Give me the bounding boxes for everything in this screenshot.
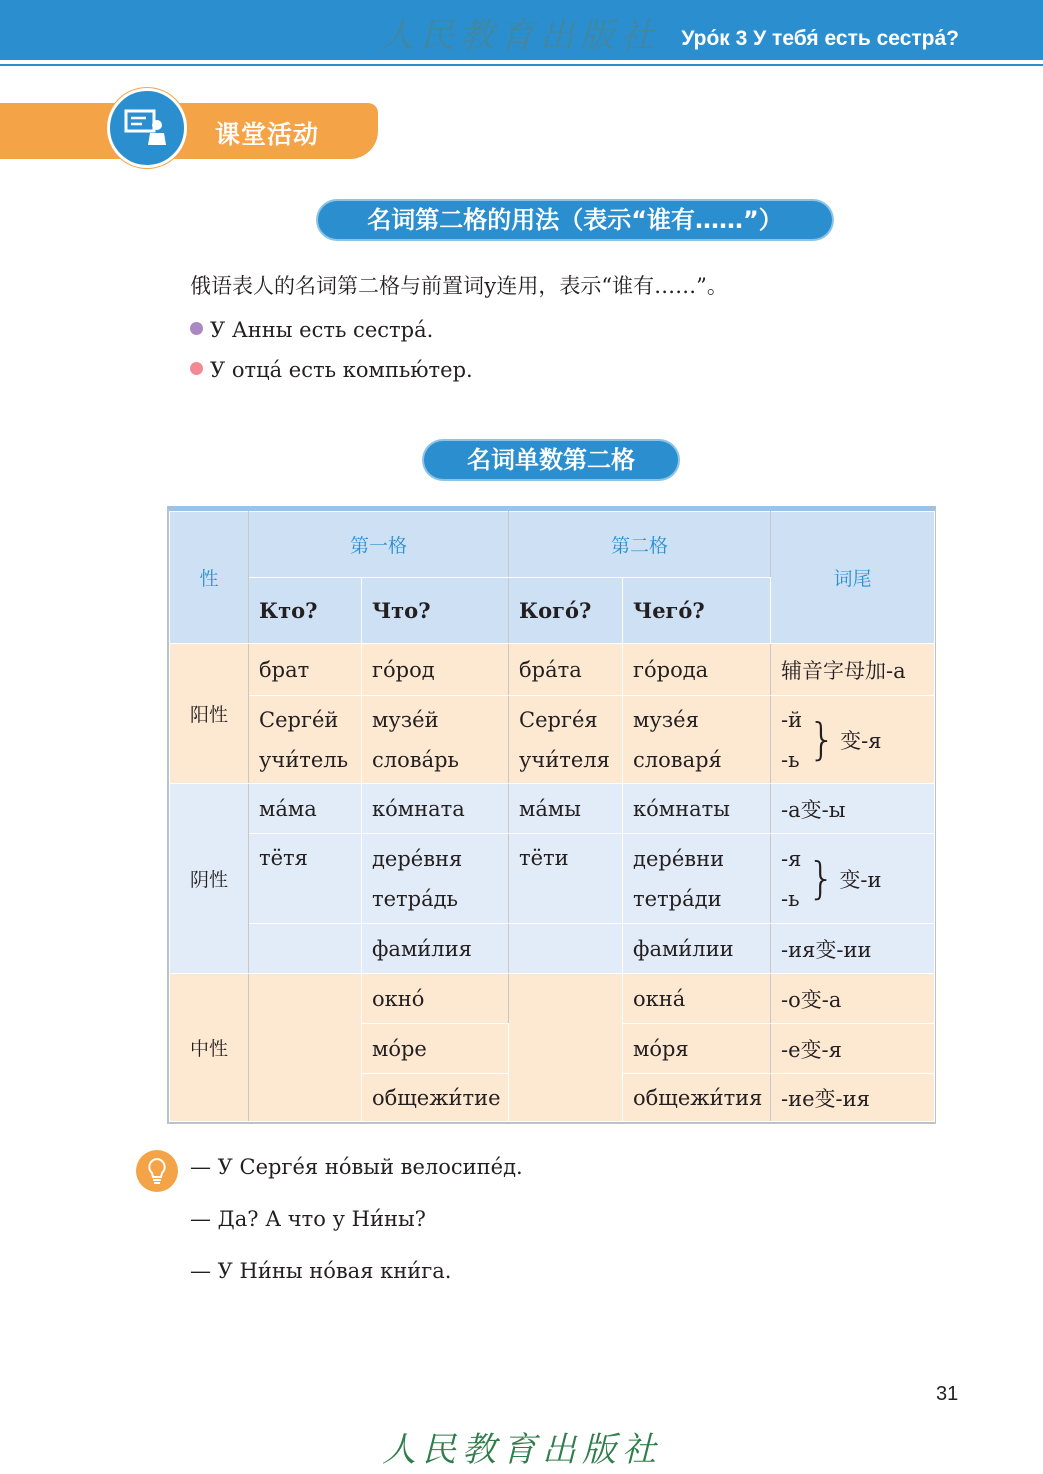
table-row [170, 696, 935, 784]
cell-chego: окна́ [623, 974, 771, 1024]
cell-kogo: Серге́я учи́теля [509, 696, 623, 784]
page-number: 31 [936, 1383, 959, 1405]
cell-chego: дере́вни тетра́ди [623, 834, 771, 924]
cell-ending: 辅音字母加-а [771, 644, 935, 696]
cell-kogo [509, 974, 623, 1122]
header-genitive: 第二格 [509, 512, 771, 578]
table-row [170, 834, 935, 924]
cell-kogo: бра́та [509, 644, 623, 696]
gender-neuter: 中性 [170, 974, 249, 1122]
cell-chego: ко́мнаты [623, 784, 771, 834]
cell-kogo: тёти [509, 834, 623, 924]
lesson-title: Уро́к 3 У тебя́ есть сестра́? [681, 27, 959, 50]
bullet-dot-icon [190, 322, 203, 335]
cell-kogo: ма́мы [509, 784, 623, 834]
lightbulb-icon [136, 1150, 178, 1192]
example-sentence: У отца́ есть компью́тер. [190, 358, 473, 382]
activity-label: 课堂活动 [215, 120, 320, 149]
cell-ending: -ия变-ии [771, 924, 935, 974]
table-row [170, 974, 935, 1024]
table-row [170, 924, 935, 974]
cell-ending: -е变-я [771, 1024, 935, 1074]
header-gender: 性 [170, 512, 249, 644]
declension-table [167, 506, 936, 1124]
header-ending: 词尾 [771, 512, 935, 644]
cell-chego: мо́ря [623, 1024, 771, 1074]
cell-ending: -ие变-ия [771, 1074, 935, 1122]
cell-chto: мо́ре [362, 1024, 509, 1074]
cell-chto: окно́ [362, 974, 509, 1024]
gender-feminine: 阴性 [170, 784, 249, 974]
cell-kto: тётя [249, 834, 362, 924]
dialogue-line: — У Серге́я но́вый велосипе́д. [190, 1155, 523, 1179]
activity-banner [0, 103, 378, 159]
dialogue-line: — У Ни́ны но́вая кни́га. [190, 1259, 452, 1283]
cell-chego: фами́лии [623, 924, 771, 974]
publisher-logo: 人民教育出版社 [382, 1430, 662, 1470]
cell-chto: общежи́тие [362, 1074, 509, 1122]
section-heading-genitive-usage: 名词第二格的用法（表示“谁有……”） [318, 201, 832, 239]
cell-kogo [509, 924, 623, 974]
bullet-dot-icon [190, 362, 203, 375]
cell-chego: музе́я словаря́ [623, 696, 771, 784]
table-row [170, 784, 935, 834]
cell-chto: го́род [362, 644, 509, 696]
cell-ending: -й -ь } 变-я [771, 696, 935, 784]
table-row [170, 644, 935, 696]
presentation-board-icon [107, 88, 187, 168]
cell-kto [249, 974, 362, 1122]
header-kto: Кто? [249, 578, 362, 644]
dialogue-line: — Да? А что у Ни́ны? [190, 1207, 426, 1231]
brace-icon: } [808, 713, 837, 765]
section-heading-genitive-singular: 名词单数第二格 [424, 441, 678, 479]
gender-masculine: 阳性 [170, 644, 249, 784]
cell-kto: ма́ма [249, 784, 362, 834]
cell-chto: ко́мната [362, 784, 509, 834]
header-nominative: 第一格 [249, 512, 509, 578]
example-sentence: У Анны есть сестра́. [190, 318, 433, 342]
cell-chego: общежи́тия [623, 1074, 771, 1122]
intro-text: 俄语表人的名词第二格与前置词у连用，表示“谁有……”。 [190, 274, 728, 298]
brace-icon: } [807, 852, 836, 904]
header-chto: Что? [362, 578, 509, 644]
header-chego: Чего́? [623, 578, 771, 644]
cell-kto: брат [249, 644, 362, 696]
publisher-watermark: 人民教育出版社 [380, 16, 660, 56]
cell-chego: го́рода [623, 644, 771, 696]
cell-chto: дере́вня тетра́дь [362, 834, 509, 924]
cell-ending: -а变-ы [771, 784, 935, 834]
header-kogo: Кого́? [509, 578, 623, 644]
cell-ending: -я -ь } 变-и [771, 834, 935, 924]
cell-ending: -о变-а [771, 974, 935, 1024]
cell-kto [249, 924, 362, 974]
cell-chto: музе́й слова́рь [362, 696, 509, 784]
cell-kto: Серге́й учи́тель [249, 696, 362, 784]
page-header [0, 0, 1043, 60]
cell-chto: фами́лия [362, 924, 509, 974]
header-divider [0, 64, 1043, 66]
